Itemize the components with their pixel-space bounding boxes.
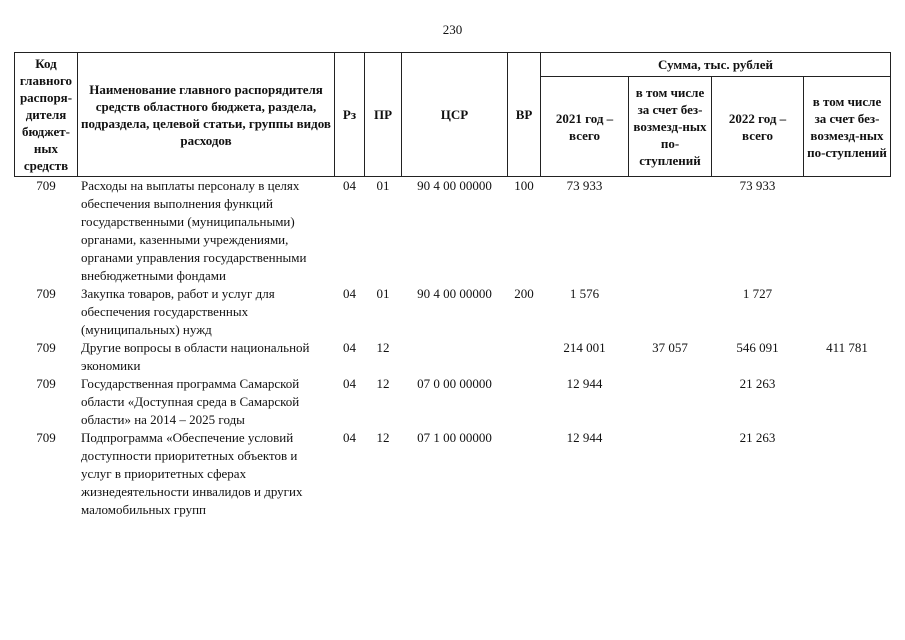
cell-csr: 90 4 00 00000 [417, 286, 492, 301]
cell-vr [508, 339, 541, 375]
header-csr: ЦСР [402, 53, 508, 177]
cell-name: Государственная программа Самарской области «Доступная среда в Самарской области» на 2014 – 2025 годы [81, 376, 300, 427]
cell-2021-total: 73 933 [566, 178, 603, 193]
cell-2022-gratuitous [804, 285, 891, 339]
cell-name: Другие вопросы в области национальной экономики [81, 340, 310, 373]
header-pr: ПР [365, 53, 402, 177]
header-sum: Сумма, тыс. рублей [541, 53, 891, 77]
cell-rz: 04 [343, 430, 356, 445]
cell-2021-gratuitous [629, 285, 712, 339]
cell-2022-gratuitous [804, 177, 891, 286]
cell-rz: 04 [343, 286, 356, 301]
cell-2022-total: 21 263 [739, 376, 776, 391]
cell-pr: 01 [376, 286, 390, 301]
cell-2022-gratuitous: 411 781 [826, 340, 868, 355]
cell-rz: 04 [343, 340, 356, 355]
page-number: 230 [442, 22, 463, 37]
table-row [15, 177, 891, 286]
cell-2021-gratuitous [629, 429, 712, 519]
cell-name: Подпрограмма «Обеспечение условий доступности приоритетных объектов и услуг в приоритетных сферах жизнедеятельности инвалидов и других маломобильных групп [81, 430, 303, 517]
cell-2022-total: 21 263 [739, 430, 776, 445]
cell-2021-gratuitous [629, 375, 712, 429]
cell-2022-total: 73 933 [739, 178, 776, 193]
cell-name: Закупка товаров, работ и услуг для обеспечения государственных (муниципальных) нужд [81, 286, 275, 337]
cell-rz: 04 [343, 178, 356, 193]
table-row [15, 375, 891, 429]
cell-2021-total: 12 944 [566, 376, 603, 391]
cell-2022-gratuitous [804, 429, 891, 519]
cell-vr [508, 375, 541, 429]
cell-code: 709 [36, 340, 56, 355]
cell-name: Расходы на выплаты персоналу в целях обеспечения выполнения функций государственными (муниципальными) органами, казенными учреждениями, органами управления государственными внебюджетными фондами [81, 178, 307, 283]
cell-code: 709 [36, 430, 56, 445]
header-vr: ВР [508, 53, 541, 177]
cell-vr [508, 429, 541, 519]
cell-vr: 100 [514, 178, 534, 193]
cell-pr: 12 [376, 430, 390, 445]
header-rz: Рз [335, 53, 365, 177]
header-2022-gratuitous: в том числе за счет без-возмезд-ных по-ступлений [804, 77, 891, 177]
cell-2022-total: 546 091 [736, 340, 779, 355]
cell-pr: 12 [376, 340, 390, 355]
cell-2021-gratuitous [629, 177, 712, 286]
cell-pr: 12 [376, 376, 390, 391]
header-code: Код главного распоря-дителя бюджет-ных средств [15, 53, 78, 177]
cell-vr: 200 [514, 286, 534, 301]
table-row [15, 339, 891, 375]
cell-rz: 04 [343, 376, 356, 391]
header-name: Наименование главного распорядителя средств областного бюджета, раздела, подраздела, целевой статьи, группы видов расходов [78, 53, 335, 177]
header-2021-gratuitous: в том числе за счет без-возмезд-ных по-ступлений [629, 77, 712, 177]
cell-code: 709 [36, 376, 56, 391]
cell-csr [402, 339, 508, 375]
cell-code: 709 [36, 286, 56, 301]
cell-pr: 01 [376, 178, 390, 193]
cell-2022-total: 1 727 [742, 286, 773, 301]
cell-csr: 90 4 00 00000 [417, 178, 492, 193]
header-2021-total: 2021 год – всего [541, 77, 629, 177]
cell-2021-total: 1 576 [569, 286, 600, 301]
cell-2022-gratuitous [804, 375, 891, 429]
cell-csr: 07 0 00 00000 [417, 376, 492, 391]
header-2022-total: 2022 год – всего [712, 77, 804, 177]
cell-2021-total: 12 944 [566, 430, 603, 445]
table-body [15, 177, 891, 520]
table-row [15, 285, 891, 339]
budget-table [14, 52, 891, 519]
cell-csr: 07 1 00 00000 [417, 430, 492, 445]
cell-code: 709 [36, 178, 56, 193]
cell-2021-total: 214 001 [563, 340, 606, 355]
cell-2021-gratuitous: 37 057 [652, 340, 688, 355]
table-row [15, 429, 891, 519]
table-header [15, 53, 891, 177]
